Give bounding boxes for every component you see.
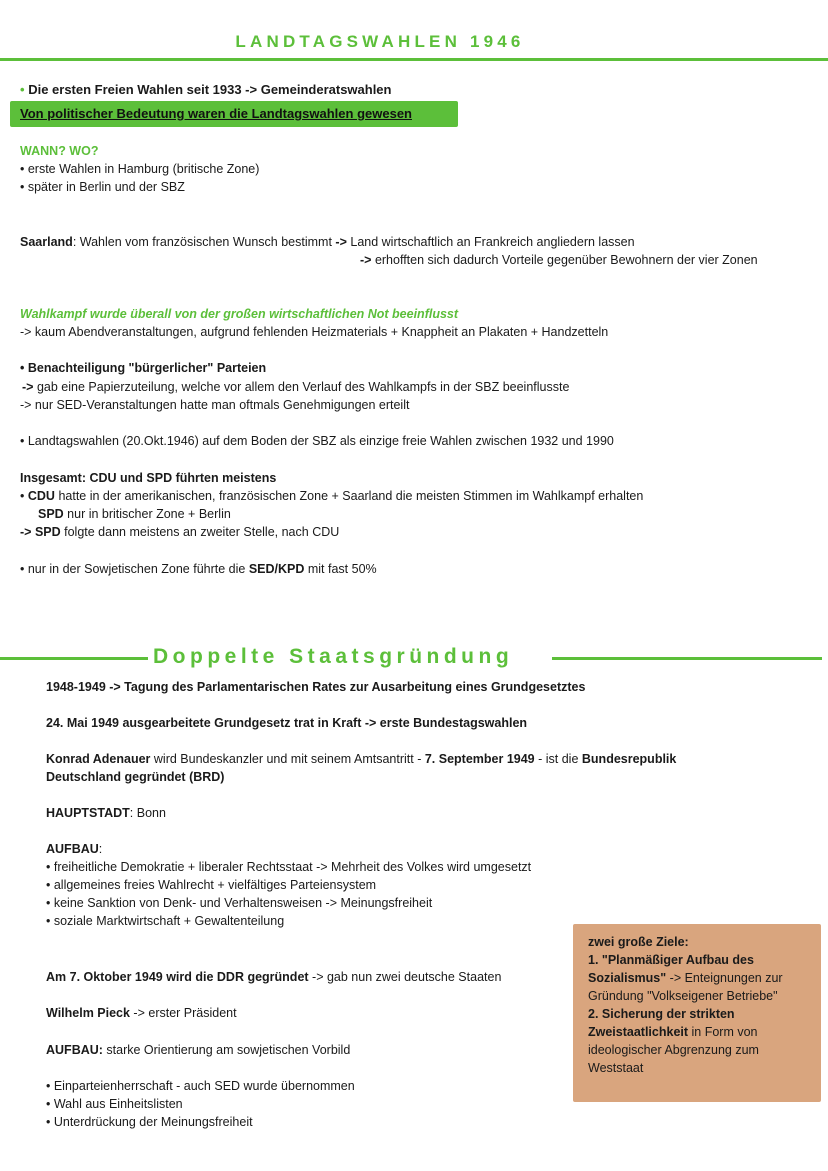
wahlkampf-line: -> kaum Abendveranstaltungen, aufgrund fehlenden Heizmaterials + Knappheit an Plakaten + Handzetteln bbox=[20, 325, 609, 339]
benachteiligung-line-1: -> gab eine Papierzuteilung, welche vor allem den Verlauf des Wahlkampfs in der SBZ beeinflusste bbox=[22, 380, 570, 394]
spd-line: SPD nur in britischer Zone + Berlin bbox=[38, 507, 231, 521]
ziel-1-line-1: 1. "Planmäßiger Aufbau des bbox=[588, 953, 754, 967]
spd-second-line: -> SPD folgte dann meistens an zweiter Stelle, nach CDU bbox=[20, 525, 340, 539]
wann-item-1: • erste Wahlen in Hamburg (britische Zone) bbox=[20, 162, 260, 176]
aufbau-item-4: • soziale Marktwirtschaft + Gewaltenteilung bbox=[46, 914, 285, 928]
highlight-text: Von politischer Bedeutung waren die Landtagswahlen gewesen bbox=[20, 106, 412, 121]
aufbau-heading: AUFBAU: bbox=[46, 842, 103, 856]
wahlkampf-heading: Wahlkampf wurde überall von der großen wirtschaftlichen Not beeinflusst bbox=[20, 307, 459, 321]
title-underline bbox=[0, 58, 828, 61]
aufbau-ddr-line: AUFBAU: starke Orientierung am sowjetischen Vorbild bbox=[46, 1043, 351, 1057]
sowjet-line: • nur in der Sowjetischen Zone führte die SED/KPD mit fast 50% bbox=[20, 562, 377, 576]
ddr-item-2: • Wahl aus Einheitslisten bbox=[46, 1097, 183, 1111]
section2-rule-right bbox=[552, 657, 822, 660]
benachteiligung-line-2: -> nur SED-Veranstaltungen hatte man oftmals Genehmigungen erteilt bbox=[20, 398, 410, 412]
ddr-line: Am 7. Oktober 1949 wird die DDR gegründet -> gab nun zwei deutsche Staaten bbox=[46, 970, 502, 984]
saarland-line-2: -> erhofften sich dadurch Vorteile gegenüber Bewohnern der vier Zonen bbox=[360, 253, 758, 267]
page-title-landtagswahlen: LANDTAGSWAHLEN 1946 bbox=[235, 32, 525, 51]
ddr-item-3: • Unterdrückung der Meinungsfreiheit bbox=[46, 1115, 253, 1129]
tagung-line: 1948-1949 -> Tagung des Parlamentarischen Rates zur Ausarbeitung eines Grundgesetztes bbox=[46, 680, 586, 694]
grundgesetz-line: 24. Mai 1949 ausgearbeitete Grundgesetz trat in Kraft -> erste Bundestagswahlen bbox=[46, 716, 528, 730]
cdu-line: • CDU hatte in der amerikanischen, französischen Zone + Saarland die meisten Stimmen im Wahlkampf erhalten bbox=[20, 489, 644, 503]
ziel-1-line-3: Gründung "Volkseigener Betriebe" bbox=[588, 989, 778, 1003]
section2-rule-left bbox=[0, 657, 148, 660]
benachteiligung-heading: • Benachteiligung "bürgerlicher" Parteien bbox=[20, 361, 267, 375]
ziele-heading: zwei große Ziele: bbox=[588, 935, 689, 949]
adenauer-line-1: Konrad Adenauer wird Bundeskanzler und mit seinem Amtsantritt - 7. September 1949 - ist die Bundesrepublik bbox=[46, 752, 677, 766]
section-title-staatsgruendung: Doppelte Staatsgründung bbox=[153, 645, 514, 668]
adenauer-line-2: Deutschland gegründet (BRD) bbox=[46, 770, 225, 784]
wann-item-2: • später in Berlin und der SBZ bbox=[20, 180, 185, 194]
intro-line: • Die ersten Freien Wahlen seit 1933 -> Gemeinderatswahlen bbox=[20, 82, 392, 97]
ziel-1-line-2: Sozialismus" -> Enteignungen zur bbox=[588, 971, 783, 985]
aufbau-item-1: • freiheitliche Demokratie + liberaler Rechtsstaat -> Mehrheit des Volkes wird umgesetzt bbox=[46, 860, 532, 874]
wann-heading: WANN? WO? bbox=[20, 144, 99, 158]
bullet-green: • bbox=[20, 82, 25, 97]
hauptstadt-line: HAUPTSTADT: Bonn bbox=[46, 806, 166, 820]
saarland-line-1: Saarland: Wahlen vom französischen Wunsch bestimmt -> Land wirtschaftlich an Frankreich angliedern lassen bbox=[20, 235, 635, 249]
aufbau-item-2: • allgemeines freies Wahlrecht + vielfältiges Parteiensystem bbox=[46, 878, 377, 892]
pieck-line: Wilhelm Pieck -> erster Präsident bbox=[46, 1006, 237, 1020]
ziel-2-line-4: Weststaat bbox=[588, 1061, 644, 1075]
ziel-2-line-1: 2. Sicherung der strikten bbox=[588, 1007, 735, 1021]
ddr-item-1: • Einparteienherrschaft - auch SED wurde übernommen bbox=[46, 1079, 355, 1093]
aufbau-item-3: • keine Sanktion von Denk- und Verhaltensweisen -> Meinungsfreiheit bbox=[46, 896, 433, 910]
insgesamt-heading: Insgesamt: CDU und SPD führten meistens bbox=[20, 471, 277, 485]
ziel-2-line-2: Zweistaatlichkeit in Form von bbox=[588, 1025, 758, 1039]
ziele-box-text bbox=[588, 933, 816, 1077]
landtagswahlen-line: • Landtagswahlen (20.Okt.1946) auf dem Boden der SBZ als einzige freie Wahlen zwischen 1932 und 1990 bbox=[20, 434, 614, 448]
ziel-2-line-3: ideologischer Abgrenzung zum bbox=[588, 1043, 759, 1057]
